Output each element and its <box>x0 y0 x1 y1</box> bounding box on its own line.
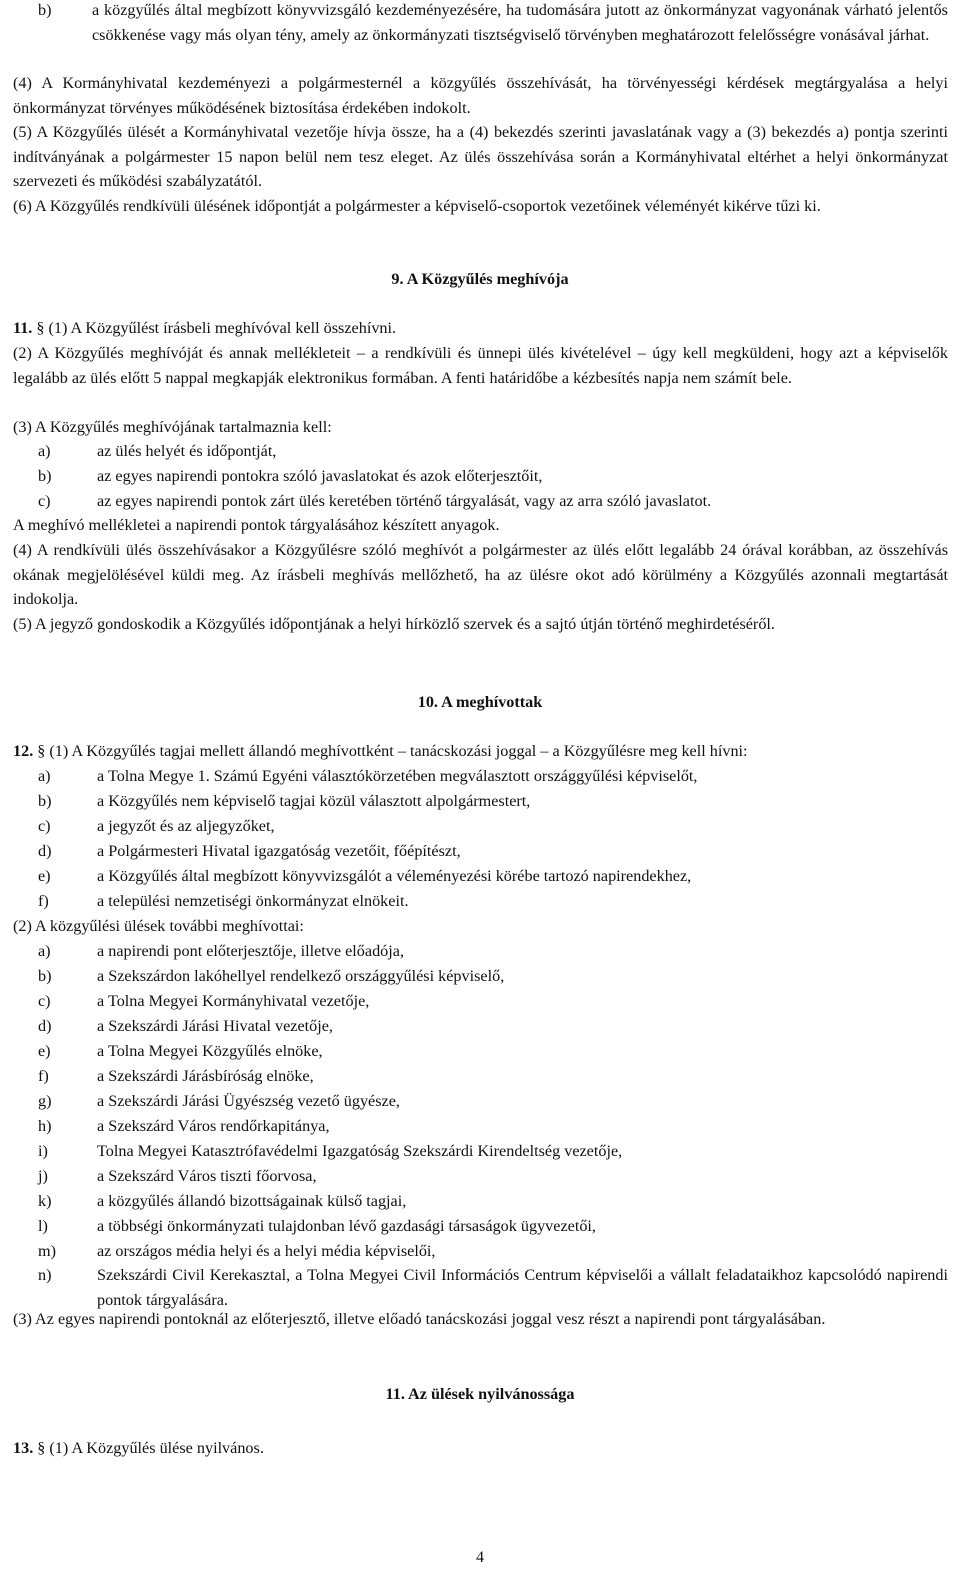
paragraph: (2) A Közgyűlés meghívóját és annak mellékleteit – a rendkívüli és ünnepi ülés kivételével – úgy kell megküldeni, hogy azt a képviselők legalább az ülés előtt 5 nappal megkapják elektronikus formában. A fenti határidőbe a kézbesítés napja nem számít bele. <box>13 344 948 387</box>
list-text: a Tolna Megyei Közgyűlés elnöke, <box>97 1042 323 1060</box>
list-label: b) <box>38 967 52 985</box>
list-text: az ülés helyét és időpontját, <box>97 442 277 460</box>
list-text: az egyes napirendi pontok zárt ülés keretében történő tárgyalását, vagy az arra szóló javaslatot. <box>97 492 712 510</box>
list-label: a) <box>38 942 51 960</box>
section-heading: 9. A Közgyűlés meghívója <box>391 270 569 288</box>
section-number: 12. <box>13 742 34 760</box>
list-label: c) <box>38 817 51 835</box>
list-text: a napirendi pont előterjesztője, illetve előadója, <box>97 942 404 960</box>
list-label: n) <box>38 1266 52 1284</box>
list-text: a jegyzőt és az aljegyzőket, <box>97 817 275 835</box>
section-paragraph <box>13 1436 948 1461</box>
paragraph: (3) A Közgyűlés meghívójának tartalmaznia kell: <box>13 418 332 436</box>
list-text: a Szekszárdon lakóhellyel rendelkező országgyűlési képviselő, <box>97 967 505 985</box>
list-label: g) <box>38 1092 52 1110</box>
section-heading: 11. Az ülések nyilvánossága <box>385 1385 575 1403</box>
paragraph: (3) Az egyes napirendi pontoknál az előterjesztő, illetve előadó tanácskozási joggal vesz részt a napirendi pont tárgyalásában. <box>13 1310 826 1328</box>
list-label: c) <box>38 992 51 1010</box>
section-heading: 10. A meghívottak <box>417 693 543 711</box>
list-label: j) <box>38 1167 48 1185</box>
list-label: f) <box>38 892 49 910</box>
list-text: a Közgyűlés által megbízott könyvvizsgálót a véleményezési körébe tartozó napirendekhez, <box>97 867 692 885</box>
page-number: 4 <box>476 1549 484 1566</box>
list-text: az egyes napirendi pontokra szóló javaslatokat és azok előterjesztőit, <box>97 467 543 485</box>
list-label: m) <box>38 1242 56 1260</box>
list-label: c) <box>38 492 51 510</box>
list-label: b) <box>38 792 52 810</box>
list-label: f) <box>38 1067 49 1085</box>
list-text: a települési nemzetiségi önkormányzat elnökeit. <box>97 892 409 910</box>
list-label: i) <box>38 1142 48 1160</box>
paragraph: (4) A rendkívüli ülés összehívásakor a Közgyűlésre szóló meghívót a polgármester az ülés előtt legalább 24 órával korábban, az összehívás okának megjelölésével küldi meg. Az írásbeli meghívás mellőzhető, ha az ülésre okot adó körülmény a Közgyűlés azonnali megtartását indokolja. <box>13 541 948 608</box>
list-text: a Polgármesteri Hivatal igazgatóság vezetőit, főépítészt, <box>97 842 461 860</box>
list-label: d) <box>38 842 52 860</box>
list-label: l) <box>38 1217 48 1235</box>
section-text: § (1) A Közgyűlést írásbeli meghívóval kell összehívni. <box>36 319 397 337</box>
list-text: a Szekszárd Város tiszti főorvosa, <box>97 1167 317 1185</box>
list-text: Tolna Megyei Katasztrófavédelmi Igazgatóság Szekszárdi Kirendeltség vezetője, <box>97 1142 623 1160</box>
list-text: a közgyűlés állandó bizottságainak külső tagjai, <box>97 1192 407 1210</box>
list-label: h) <box>38 1117 52 1135</box>
list-text: Szekszárdi Civil Kerekasztal, a Tolna Megyei Civil Információs Centrum képviselői a vállalt feladataikhoz kapcsolódó napirendi pontok tárgyalására. <box>97 1266 948 1309</box>
list-label: e) <box>38 1042 51 1060</box>
list-label: e) <box>38 867 51 885</box>
list-label: b) <box>38 1 52 19</box>
paragraph: (5) A Közgyűlés ülését a Kormányhivatal vezetője hívja össze, ha a (4) bekezdés szerinti javaslatának vagy a (3) bekezdés a) pontja szerinti indítványának a polgármester 15 napon belül nem tesz eleget. Az ülés összehívása során a Kormányhivatal eltérhet a helyi önkormányzat szervezeti és működési szabályzatától. <box>13 123 948 190</box>
list-text: a Tolna Megye 1. Számú Egyéni választókörzetében megválasztott országgyűlési képviselőt, <box>97 767 698 785</box>
section-number: 13. <box>13 1439 34 1457</box>
list-label: b) <box>38 467 52 485</box>
section-text: § (1) A Közgyűlés tagjai mellett állandó meghívottként – tanácskozási joggal – a Közgyűlésre meg kell hívni: <box>37 742 748 760</box>
section-paragraph <box>13 739 948 764</box>
list-text: a Szekszárdi Járási Ügyészség vezető ügyésze, <box>97 1092 400 1110</box>
list-label: d) <box>38 1017 52 1035</box>
list-text: a Tolna Megyei Kormányhivatal vezetője, <box>97 992 370 1010</box>
list-text: a közgyűlés által megbízott könyvvizsgáló kezdeményezésére, ha tudomására jutott az önkormányzat vagyonának várható jelentős csökkenése vagy más olyan tény, amely az önkormányzati tisztségviselő törvényben meghatározott felelősségre vonásával járhat. <box>92 1 948 44</box>
paragraph: (6) A Közgyűlés rendkívüli ülésének időpontját a polgármester a képviselő-csoportok vezetőinek véleményét kikérve tűzi ki. <box>13 197 821 215</box>
list-text: a Szekszárdi Járásbíróság elnöke, <box>97 1067 314 1085</box>
list-label: a) <box>38 767 51 785</box>
list-text: a Közgyűlés nem képviselő tagjai közül választott alpolgármestert, <box>97 792 531 810</box>
list-label: k) <box>38 1192 52 1210</box>
list-text: a Szekszárd Város rendőrkapitánya, <box>97 1117 330 1135</box>
list-text: az országos média helyi és a helyi média képviselői, <box>97 1242 436 1260</box>
section-paragraph <box>13 316 948 341</box>
list-text: a Szekszárdi Járási Hivatal vezetője, <box>97 1017 333 1035</box>
paragraph: (4) A Kormányhivatal kezdeményezi a polgármesternél a közgyűlés összehívását, ha törvényességi kérdések megtárgyalása a helyi önkormányzat törvényes működésének biztosítása érdekében indokolt. <box>13 74 948 117</box>
section-number: 11. <box>13 319 33 337</box>
list-label: a) <box>38 442 51 460</box>
paragraph: (5) A jegyző gondoskodik a Közgyűlés időpontjának a helyi hírközlő szervek és a sajtó útján történő meghirdetéséről. <box>13 615 775 633</box>
section-text: § (1) A Közgyűlés ülése nyilvános. <box>37 1439 264 1457</box>
paragraph: (2) A közgyűlési ülések további meghívottai: <box>13 917 304 935</box>
paragraph: A meghívó mellékletei a napirendi pontok tárgyalásához készített anyagok. <box>13 516 500 534</box>
list-text: a többségi önkormányzati tulajdonban lévő gazdasági társaságok ügyvezetői, <box>97 1217 596 1235</box>
